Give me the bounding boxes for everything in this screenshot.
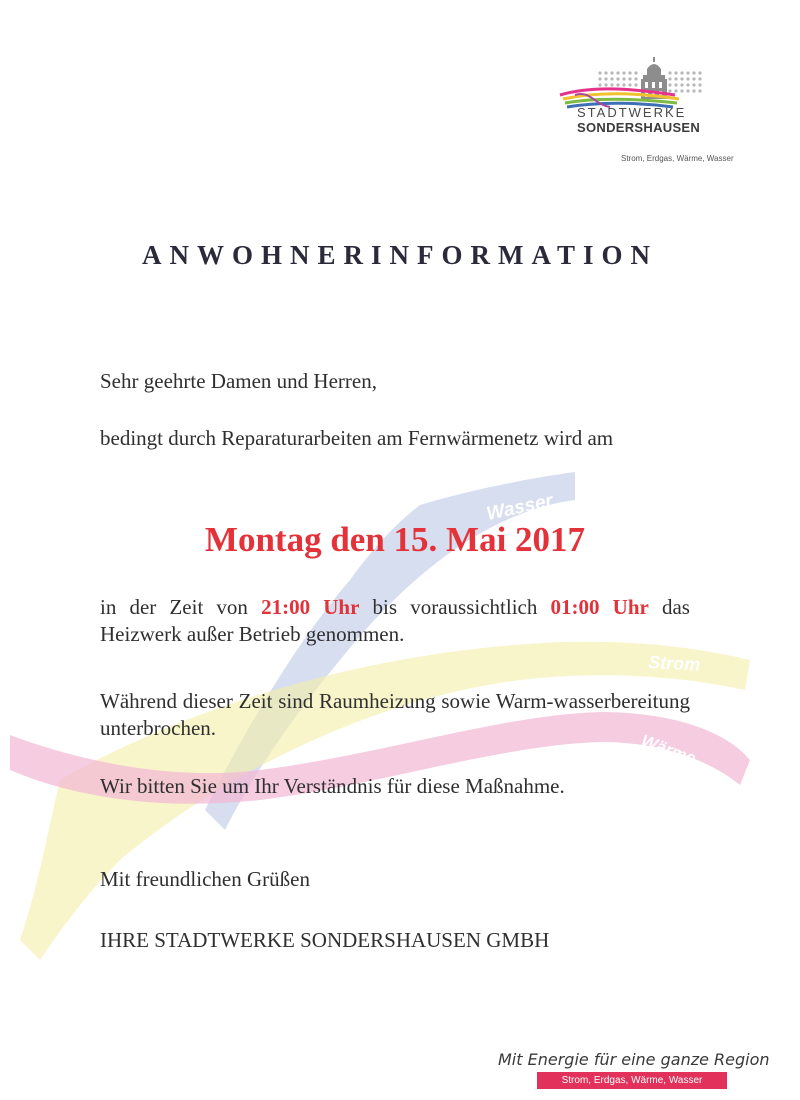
- time-prefix: in der Zeit von: [100, 595, 262, 619]
- signature-line: IHRE STADTWERKE SONDERSHAUSEN GMBH: [100, 928, 550, 952]
- end-time: 01:00 Uhr: [550, 595, 649, 619]
- footer-services-bar: Strom, Erdgas, Wärme, Wasser: [537, 1072, 727, 1089]
- heating-paragraph: Während dieser Zeit sind Raumheizung sowie Warm-wasserbereitung unterbrochen.: [100, 689, 690, 740]
- start-time: 21:00 Uhr: [261, 595, 360, 619]
- thanks-paragraph: Wir bitten Sie um Ihr Verständnis für diese Maßnahme.: [100, 774, 565, 798]
- logo-name-line1: STADTWERKE: [577, 105, 687, 120]
- page-title: ANWOHNERINFORMATION: [142, 240, 658, 270]
- bg-word-wasser: Wasser: [484, 490, 555, 525]
- bg-word-waerme: Wärme: [638, 730, 699, 769]
- company-logo: [555, 55, 735, 165]
- salutation: Sehr geehrte Damen und Herren,: [100, 369, 377, 393]
- time-middle: bis voraussichtlich: [359, 595, 551, 619]
- footer-slogan: Mit Energie für eine ganze Region: [498, 1050, 770, 1069]
- outage-date: Montag den 15. Mai 2017: [204, 520, 586, 559]
- time-suffix: das Heizwerk außer Betrieb genommen.: [100, 595, 690, 646]
- time-paragraph: [100, 594, 690, 648]
- logo-tagline: Strom, Erdgas, Wärme, Wasser: [621, 154, 734, 163]
- closing-line: Mit freundlichen Grüßen: [100, 867, 310, 891]
- logo-name-line2: SONDERSHAUSEN: [577, 120, 701, 135]
- bg-word-strom: Strom: [647, 652, 701, 675]
- intro-paragraph: bedingt durch Reparaturarbeiten am Fernwärmenetz wird am: [100, 426, 614, 450]
